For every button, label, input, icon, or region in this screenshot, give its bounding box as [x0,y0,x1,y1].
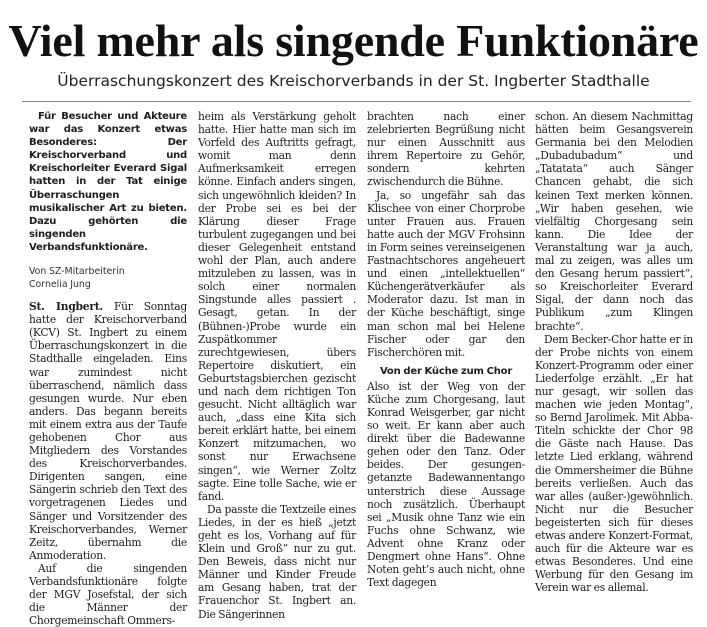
column-2 [198,110,356,621]
body-paragraph: schon. An diesem Nachmittag hätten beim Gesangsverein Germania bei den Melodien „Dubadubadum“ und „Tatatata“ auch Sänger Chancen gehabt, die sich keinen Text merken können. „Wir haben gesehen, wie vielfältig Chorgesang sein kann. Die Idee der Veranstaltung war ja auch, mal zu zeigen, was alles um den Gesang herum passiert“, so Kreischorleiter Everard Sigal, der dann noch das Publikum „zum Klingen brachte“. [535,110,693,333]
body-paragraph [29,300,187,562]
body-paragraph: Auf die singenden Verbandsfunktionäre folgte der MGV Josefstal, der sich die Männer der Chorgemeinschaft Ommers- [29,561,187,627]
author-name: Cornelia Jung [29,278,91,290]
body-paragraph: Ja, so ungefähr sah das Klischee von einer Chorprobe unter Frauen aus. Frauen hatte auch der MGV Frohsinn in Form seines vereinseigenen Fastnachtschores angeheuert und einen „intellektuellen“ Küchengerätverkäufer als Moderator dazu. Ist man in der Küche beschäftigt, singe man schon mal bei Helene Fischer oder gar den Fischerchören mit. [367,188,525,359]
header-divider [22,101,691,102]
column-3 [367,110,525,590]
intro-paragraph: Für Besucher und Akteure war das Konzert etwas Besonderes: Der Kreischorverband und Kreischorleiter Everard Sigal hatten in der Tat einige Überraschungen musikalischer Art zu bieten. Dazu gehörten die singenden Verbandsfunktionäre. [29,111,187,253]
dateline: St. Ingbert. [29,300,103,314]
body-text: Für Sonntag hatte der Kreischorverband (KCV) St. Ingbert zu einem Überraschungskonzert in die Stadthalle eingeladen. Eins war zumindest nicht überraschend, nämlich dass gesungen wurde. Nur eben anders. Das begann bereits mit einem extra aus der Taufe gehobenen Chor aus Mitgliedern des Vorstandes des Kreischorverbandes. Dirigenten sangen, eine Sängerin schrieb den Text des vorgetragenen Liedes und Sänger und Vorsitzender des Kreischorverbandes, Werner Zeitz, übernahm die Anmoderation. [29,300,188,562]
body-paragraph: heim als Verstärkung geholt hatte. Hier hatte man sich im Vorfeld des Auftritts gefragt, womit man denn Aufmerksamkeit erregen könne. Einfach anders singen, sich ungewöhnlich kleiden? In der Probe sei es bei der Klärung dieser Frage turbulent zugegangen und bei dieser Gelegenheit entstand wohl der Plan, auch andere mitzuleben zu lassen, was in solch einer normalen Singstunde alles passiert . Gesagt, getan. In der (Bühnen-)Probe wurde ein Zuspätkommer zurechtgewiesen, übers Repertoire diskutiert, ein Geburtstagsbierchen gezischt und nach dem richtigen Ton gesucht. Nicht alltäglich war auch, „dass eine Kita sich bereit erklärt hatte, bei einem Konzert mitzumachen, wo sonst nur Erwachsene singen“, wie Werner Zoltz sagte. Eine tolle Sache, wie er fand. [198,110,356,503]
author-byline [29,266,187,291]
author-role: Von SZ-Mitarbeiterin [29,266,125,278]
body-paragraph: brachten nach einer zelebrierten Begrüßung nicht nur einen Ausschnitt aus ihrem Repertoire zu Gehör, sondern kehrten zwischendurch die Bühne. [367,110,525,189]
section-heading: Von der Küche zum Chor [379,365,513,377]
column-1 [29,110,188,627]
headline: Viel mehr als singende Funktionäre [8,15,699,66]
column-4 [535,110,693,595]
body-paragraph: Dem Becker-Chor hatte er in der Probe nichts von einem Konzert-Programm oder einer Liederfolge erzählt. „Er hat nur gesagt, wir sollen das machen wie jeden Montag“, so Bernd Jarolimek. Mit Abba-Titeln schickte der Chor 98 die Gäste nach Hause. Das letzte Lied erklang, während die Ommersheimer die Bühne bereits verließen. Auch das war alles (außer-)gewöhnlich. Nicht nur die Besucher begeisterten sich für dieses etwas andere Konzert-Format, auch für die Akteure war es etwas Besonderes. Und eine Werbung für den Gesang im Verein war es allemal. [535,332,693,595]
subheadline: Überraschungskonzert des Kreischorverbands in der St. Ingberter Stadthalle [57,72,650,90]
body-paragraph: Also ist der Weg von der Küche zum Chorgesang, laut Konrad Weisgerber, gar nicht so weit. Er kann aber auch direkt über die Badewanne gehen oder den Tanz. Oder beides. Der gesungen-getanzte Badewannentango unterstrich diese Aussage noch zusätzlich. Überhaupt sei „Musik ohne Tanz wie ein Fuchs ohne Schwanz, wie Advent ohne Kranz oder Dengmert ohne Hans“. Ohne Noten geht’s auch nicht, ohne Text dagegen [367,379,525,590]
body-paragraph: Da passte die Textzeile eines Liedes, in der es hieß „jetzt geht es los, Vorhang auf für Klein und Groß“ nur zu gut. Den Beweis, dass nicht nur Männer und Kinder Freude am Gesang haben, trat der Frauenchor St. Ingbert an. Die Sängerinnen [198,502,356,621]
